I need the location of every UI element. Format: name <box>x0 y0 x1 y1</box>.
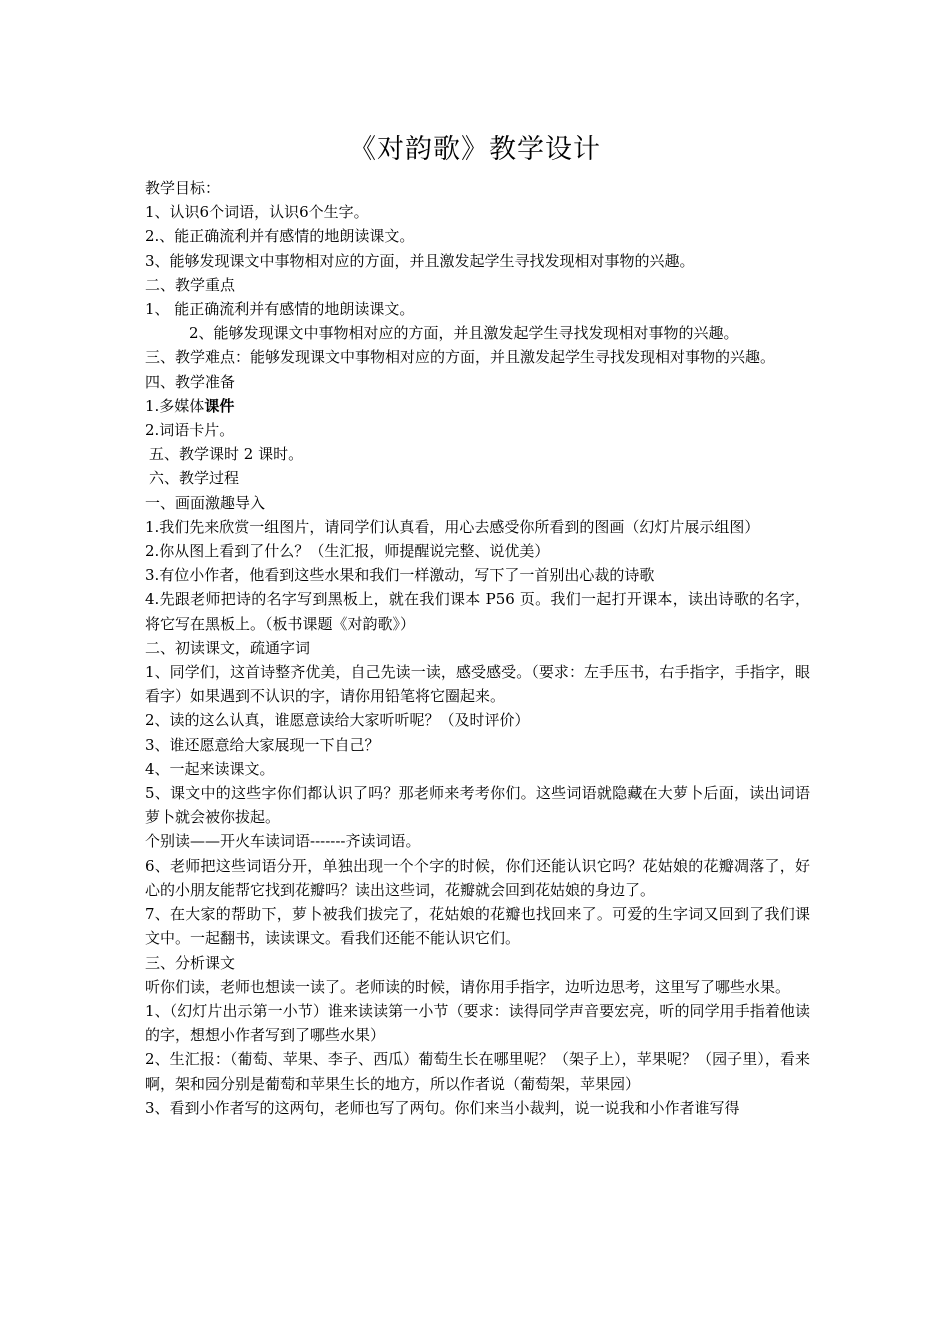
page-title: 《对韵歌》教学设计 <box>349 134 601 165</box>
document-body <box>145 176 810 1120</box>
preparation-item: 2.词语卡片。 <box>145 421 235 440</box>
paragraph: 2.你从图上看到了什么？（生汇报，师提醒说完整、说优美） <box>145 542 550 561</box>
section-heading-process: 六、教学过程 <box>149 469 240 488</box>
preparation-item-bold: 课件 <box>204 396 235 415</box>
preparation-item <box>145 394 810 418</box>
paragraph: 2、读的这么认真，谁愿意读给大家听听呢？（及时评价） <box>145 711 530 730</box>
objective-item: 3、能够发现课文中事物相对应的方面，并且激发起学生寻找发现相对事物的兴趣。 <box>145 251 695 270</box>
step-heading: 一、画面激趣导入 <box>145 493 266 512</box>
paragraph: 2、生汇报：（葡萄、苹果、李子、西瓜）葡萄生长在哪里呢？（架子上），苹果呢？（园子里），看来啊，架和园分别是葡萄和苹果生长的地方，所以作者说（葡萄架，苹果园） <box>145 1050 810 1093</box>
paragraph: 1、（幻灯片出示第一小节）谁来读读第一小节（要求：读得同学声音要宏亮，听的同学用手指着他读的字，想想小作者写到了哪些水果） <box>145 1001 810 1045</box>
key-point-item: 1、 能正确流利并有感情的地朗读课文。 <box>145 300 415 319</box>
paragraph: 3、谁还愿意给大家展现一下自己？ <box>145 735 380 754</box>
paragraph: 5、课文中的这些字你们都认识了吗？那老师来考考你们。这些词语就隐藏在大萝卜后面，读出词语萝卜就会被你拔起。 <box>145 784 810 827</box>
section-heading-objectives: 教学目标： <box>145 179 221 197</box>
objective-item: 2.、能正确流利并有感情的地朗读课文。 <box>145 227 415 246</box>
paragraph: 7、在大家的帮助下，萝卜被我们拔完了，花姑娘的花瓣也找回来了。可爱的生字词又回到了我们课文中。一起翻书，读读课文。看我们还能不能认识它们。 <box>145 905 810 948</box>
section-heading-periods: 五、教学课时 2 课时。 <box>149 445 304 464</box>
paragraph: 听你们读，老师也想读一读了。老师读的时候，请你用手指字，边听边思考，这里写了哪些水果。 <box>145 977 791 996</box>
key-point-item: 2、能够发现课文中事物相对应的方面，并且激发起学生寻找发现相对事物的兴趣。 <box>189 324 739 343</box>
step-heading: 二、初读课文，疏通字词 <box>145 638 311 657</box>
paragraph: 4.先跟老师把诗的名字写到黑板上，就在我们课本 P56 页。我们一起打开课本，读出诗歌的名字，将它写在黑板上。（板书课题《对韵歌》） <box>145 590 810 633</box>
objective-item: 1、认识6个词语，认识6个生字。 <box>145 203 369 222</box>
preparation-item-text: 1.多媒体 <box>145 396 205 415</box>
paragraph: 6、老师把这些词语分开，单独出现一个个字的时候，你们还能认识它吗？花姑娘的花瓣凋落了，好心的小朋友能帮它找到花瓣吗？读出这些词，花瓣就会回到花姑娘的身边了。 <box>145 856 810 899</box>
paragraph: 1、同学们，这首诗整齐优美，自己先读一读，感受感受。（要求：左手压书，右手指字，手指字，眼看字）如果遇到不认识的字，请你用铅笔将它圈起来。 <box>145 663 810 706</box>
step-heading: 三、分析课文 <box>145 953 236 972</box>
section-heading-preparation: 四、教学准备 <box>145 372 236 391</box>
paragraph: 3、看到小作者写的这两句，老师也写了两句。你们来当小裁判，说一说我和小作者谁写得 <box>145 1098 740 1117</box>
paragraph: 4、一起来读课文。 <box>145 759 275 778</box>
section-heading-key-points: 二、教学重点 <box>145 275 236 294</box>
paragraph: 3.有位小作者，他看到这些水果和我们一样激动，写下了一首别出心裁的诗歌 <box>145 566 655 585</box>
paragraph: 个别读——开火车读词语-------齐读词语。 <box>145 832 421 851</box>
section-heading-difficulties: 三、教学难点：能够发现课文中事物相对应的方面，并且激发起学生寻找发现相对事物的兴趣。 <box>145 348 776 367</box>
paragraph: 1.我们先来欣赏一组图片，请同学们认真看，用心去感受你所看到的图画（幻灯片展示组图） <box>145 517 760 536</box>
